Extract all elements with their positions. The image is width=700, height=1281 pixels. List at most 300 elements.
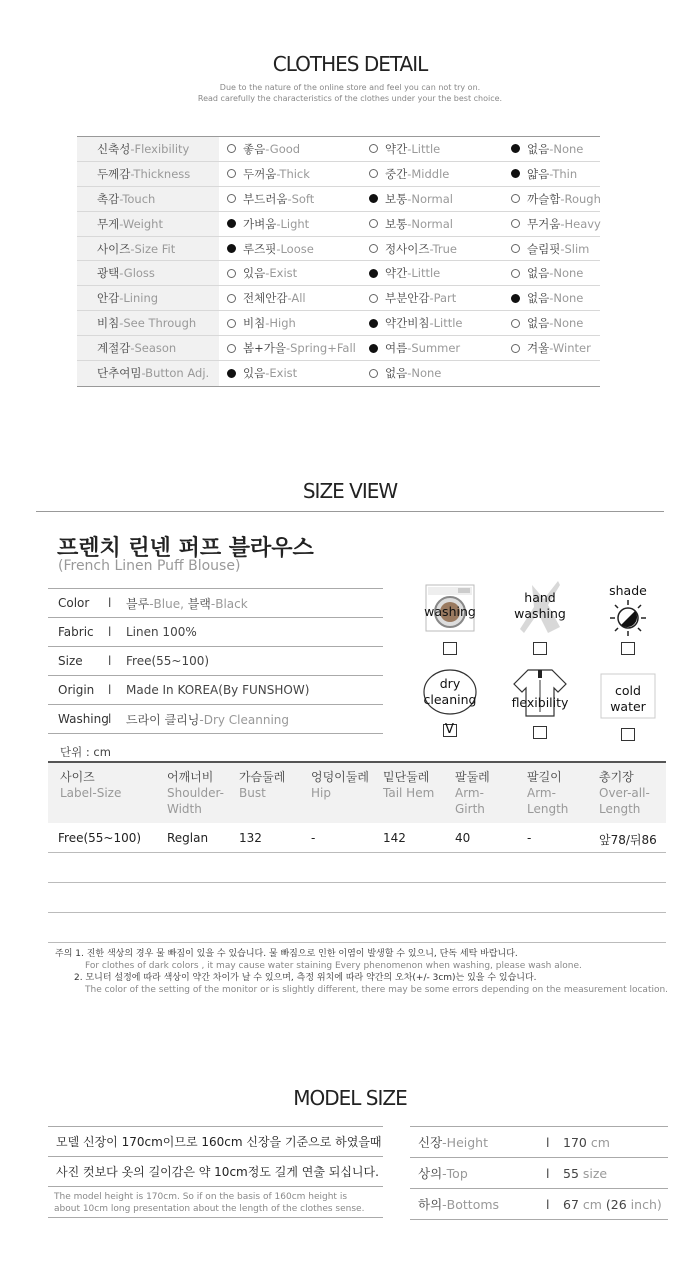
detail-option-en: -None [549,291,584,306]
detail-option [503,216,601,232]
detail-option-en: -Little [407,266,441,281]
detail-option-ko: 없음 [385,366,408,381]
detail-option-ko: 좋음 [243,141,266,156]
radio-filled-icon[interactable] [227,219,236,228]
size-table-empty-row [48,853,666,883]
detail-option [361,315,503,331]
header-en-2: Width [167,802,202,816]
detail-label-en: -Button Adj. [141,366,210,381]
detail-row-label [77,187,219,211]
detail-label-en: -Season [130,341,177,356]
model-stat-ko: 상의 [418,1166,443,1181]
detail-option-en: -Rough [560,191,601,206]
header-ko: 팔둘레 [455,770,490,784]
info-value-en2: -Black [210,596,248,611]
care-label: washing [424,604,476,619]
model-note-1: The model height is 170cm. So if on the basis of 160cm height is [54,1192,348,1202]
info-value [126,654,209,668]
header-en-1: Arm- [527,786,556,800]
model-stat-u1: cm [578,1196,606,1212]
detail-option-en: -None [407,366,442,381]
product-info-table [48,588,383,734]
dry-cleaning-icon [420,668,480,716]
info-separator: l [108,596,112,610]
detail-option-en: -Soft [287,191,315,206]
radio-empty-icon[interactable] [227,269,236,278]
detail-option [219,166,361,182]
detail-option [503,166,598,182]
header-ko: 엉덩이둘레 [311,770,369,784]
info-separator: l [108,654,112,668]
header-ko: 총기장 [599,770,634,784]
shade-checkbox[interactable] [621,642,635,655]
detail-option [503,141,598,157]
size-table [48,761,666,943]
detail-label-ko: 사이즈 [97,241,131,256]
detail-option-ko: 겨울 [527,341,550,356]
note-2: 2. 모니터 설정에 따라 색상이 약간 차이가 날 수 있으며, 측정 위치에 따라 약간의 오차(+/- 3cm)는 있을 수 있습니다. [74,973,537,983]
detail-option-en: -Slim [560,241,590,256]
header-en-2: Length [527,802,569,816]
detail-option [219,315,361,331]
detail-option-ko: 중간 [385,166,408,181]
header-en-1: Bust [239,786,266,800]
detail-option-ko: 약간 [385,266,408,281]
info-row [48,618,383,647]
detail-option-ko: 보통 [385,191,408,206]
detail-option-ko: 전체안감 [243,291,288,306]
model-stat-en: -Bottoms [442,1197,500,1212]
header-ko: 어깨너비 [167,770,214,784]
info-value-en1: -Blue, [149,596,188,611]
info-value-ko1: 드라이 클리닝 [126,712,200,727]
clothes-detail-subtitle-2: Read carefully the characteristics of the clothes under your the best choice. [197,94,503,103]
info-value-ko2: 블랙 [187,596,211,611]
radio-filled-icon[interactable] [511,144,520,153]
detail-option-en: -Heavy [560,216,601,231]
info-row [48,705,383,734]
detail-option-ko: 있음 [243,366,266,381]
model-stat-row [410,1127,668,1158]
detail-option [361,141,503,157]
detail-option [361,241,503,257]
detail-label-en: -Size Fit [130,241,176,256]
detail-label-en: -Lining [119,291,159,306]
radio-empty-icon[interactable] [227,194,236,203]
care-cold-water [598,670,658,741]
header-en-2: Length [599,802,641,816]
detail-option-ko: 루즈핏 [243,241,277,256]
size-view-title: SIZE VIEW [302,479,398,503]
info-key: Origin [58,683,95,697]
size-table-header-cell [167,769,224,817]
detail-option [219,216,361,232]
radio-empty-icon[interactable] [511,269,520,278]
care-label: washing [514,606,566,621]
header-en-1: Shoulder- [167,786,224,800]
clothes-detail-title: CLOTHES DETAIL [272,52,428,76]
dry-cleaning-checkbox[interactable] [443,724,457,737]
model-stat-u2: inch) [626,1196,662,1212]
detail-label-ko: 촉감 [97,191,120,206]
detail-option [361,340,503,356]
detail-row [77,336,600,361]
flexibility-checkbox[interactable] [533,726,547,739]
detail-option-en: -True [429,241,457,256]
detail-row [77,237,600,262]
hand-washing-checkbox[interactable] [533,642,547,655]
care-label: cold [615,683,641,698]
model-stat-en: -Height [442,1135,488,1150]
info-value-ko1: 블루 [126,596,150,611]
detail-row-label [77,212,219,236]
info-value [126,625,197,639]
header-ko: 사이즈 [60,770,95,784]
radio-empty-icon[interactable] [511,319,520,328]
header-ko: 가슴둘레 [239,770,286,784]
size-view-divider [36,511,664,512]
size-table-header-cell [60,769,121,801]
detail-row-label [77,162,219,186]
care-label: flexibility [511,695,569,710]
header-en-1: Hip [311,786,331,800]
detail-label-ko: 무게 [97,216,120,231]
detail-row [77,162,600,187]
washing-machine-icon [420,583,480,639]
detail-option-ko: 부드러움 [243,191,288,206]
detail-option-en: -Good [265,141,301,156]
radio-empty-icon[interactable] [369,144,378,153]
model-size-stats [410,1126,668,1220]
note-1-en: For clothes of dark colors , it may cause water staining Every phenomenon when washing, please wash alone. [85,961,582,971]
detail-option [361,290,503,306]
detail-label-en: -Weight [119,216,163,231]
size-table-header [48,763,666,823]
info-key: Fabric [58,625,94,639]
detail-option-ko: 있음 [243,266,266,281]
size-table-header-cell [311,769,369,801]
radio-filled-icon[interactable] [227,369,236,378]
flexibility-icon [510,666,570,718]
model-stat-separator: l [546,1196,550,1212]
care-label: dry [439,676,461,691]
model-stat-v1: 67 [563,1196,579,1212]
size-table-header-cell [599,769,650,817]
note-1: 주의 1. 진한 색상의 경우 물 빠짐이 있을 수 있습니다. 물 빠짐으로 인한 이염이 발생할 수 있으니, 단독 세탁 바랍니다. [55,949,518,959]
detail-option-ko: 얇음 [527,166,550,181]
detail-option-en: -Little [429,316,463,331]
care-label: cleaning [423,692,477,707]
model-stat-key [410,1133,546,1151]
model-stat-v1: 55 [563,1165,579,1181]
detail-option-ko: 없음 [527,266,550,281]
detail-option [503,191,601,207]
detail-row [77,187,600,212]
detail-label-en: -See Through [119,316,197,331]
care-flexibility [510,666,570,739]
detail-row [77,212,600,237]
detail-option-en: -All [287,291,306,306]
size-table-header-cell [239,769,285,801]
model-note-2: about 10cm long presentation about the length of the clothes sense. [54,1204,365,1214]
info-value-ko1: Linen 100% [126,625,197,639]
info-row [48,676,383,705]
detail-option-en: -Thick [276,166,310,181]
detail-option [361,365,503,381]
header-ko: 팔길이 [527,770,562,784]
detail-label-en: -Touch [119,191,156,206]
model-note [48,1187,383,1218]
radio-empty-icon[interactable] [227,344,236,353]
radio-empty-icon[interactable] [511,344,520,353]
detail-option [503,315,598,331]
detail-option-en: -Winter [549,341,591,356]
product-name: 프렌치 린넨 퍼프 블라우스 [57,536,314,561]
radio-empty-icon[interactable] [511,194,520,203]
detail-option-en: -Exist [265,266,298,281]
detail-option [361,166,503,182]
detail-label-ko: 안감 [97,291,120,306]
detail-option [219,241,361,257]
detail-row [77,311,600,336]
detail-option-en: -Middle [407,166,450,181]
detail-option-en: -None [549,141,584,156]
radio-filled-icon[interactable] [369,319,378,328]
radio-filled-icon[interactable] [369,344,378,353]
detail-option-ko: 보통 [385,216,408,231]
detail-row [77,261,600,286]
detail-option-en: -Summer [407,341,461,356]
model-stat-separator: l [546,1165,550,1181]
size-table-cell: Free(55~100) [58,831,142,845]
info-value-en1: -Dry Cleanning [199,712,290,727]
detail-option [503,265,598,281]
detail-option-ko: 약간비침 [385,316,430,331]
radio-empty-icon[interactable] [227,319,236,328]
info-separator: l [108,683,112,697]
radio-empty-icon[interactable] [369,244,378,253]
header-en-1: Label-Size [60,786,122,800]
info-row [48,589,383,618]
size-table-body [48,823,666,853]
detail-option [219,365,361,381]
hand-wash-icon [510,579,570,639]
size-table-cell: 40 [455,831,471,845]
detail-option-en: -Spring+Fall [285,341,356,356]
model-stat-v2: (26 [605,1196,627,1212]
header-en-1: Tail Hem [383,786,435,800]
detail-row-label [77,137,219,161]
model-stat-key [410,1195,546,1213]
detail-label-ko: 광택 [97,266,120,281]
detail-option-ko: 여름 [385,341,408,356]
detail-option-ko: 무거움 [527,216,561,231]
detail-option-en: -Light [276,216,310,231]
size-table-cell: 앞78/뒤86 [599,833,657,847]
size-table-header-cell [527,769,568,817]
radio-empty-icon[interactable] [227,294,236,303]
detail-row [77,286,600,311]
size-table-header-cell [383,769,434,801]
detail-option-ko: 두꺼움 [243,166,277,181]
clothes-detail-subtitle-1: Due to the nature of the online store and feel you can not try on. [219,83,481,92]
detail-label-ko: 단추여밈 [97,366,142,381]
detail-option [361,191,503,207]
radio-empty-icon[interactable] [369,294,378,303]
radio-filled-icon[interactable] [369,194,378,203]
detail-row-label [77,237,219,261]
info-row [48,647,383,676]
info-value-ko1: Made In KOREA(By FUNSHOW) [126,683,310,697]
radio-filled-icon[interactable] [511,169,520,178]
detail-option-ko: 없음 [527,141,550,156]
detail-option-en: -None [549,316,584,331]
model-stat-row [410,1158,668,1189]
info-separator: l [108,625,112,639]
care-notes [55,948,668,996]
info-key: Color [58,596,90,610]
model-size-title: MODEL SIZE [293,1086,407,1110]
model-line-2: 사진 컷보다 옷의 길이감은 약 10cm정도 길게 연출 되십니다. [48,1157,383,1187]
model-stat-value [563,1135,610,1150]
radio-filled-icon[interactable] [369,269,378,278]
care-dry-cleaning [420,668,480,737]
info-separator: l [108,712,112,726]
detail-option-en: -None [549,266,584,281]
size-table-cell: Reglan [167,831,209,845]
size-table-cell: - [527,831,532,845]
detail-label-en: -Flexibility [130,141,190,156]
model-stat-key [410,1164,546,1182]
detail-option-en: -High [265,316,296,331]
care-label: hand [524,590,556,605]
radio-empty-icon[interactable] [369,219,378,228]
info-key: Washing [58,712,109,726]
care-shade [598,583,658,655]
detail-option-en: -Thin [549,166,578,181]
detail-option [503,241,598,257]
detail-option-ko: 약간 [385,141,408,156]
detail-option-ko: 정사이즈 [385,241,430,256]
detail-option-ko: 까슬함 [527,191,561,206]
info-key: Size [58,654,83,668]
size-table-empty-row [48,913,666,943]
care-label: water [610,699,646,714]
detail-option [219,141,361,157]
size-table-cell: - [311,831,316,845]
info-value-ko1: Free(55~100) [126,654,210,668]
size-table-row [48,823,666,853]
detail-option [219,290,361,306]
model-stat-row [410,1189,668,1220]
model-line-1: 모델 신장이 170cm이므로 160cm 신장을 기준으로 하였을때 [48,1127,383,1157]
size-unit: 단위 : cm [60,745,111,759]
model-stat-u1: size [578,1165,608,1181]
detail-label-ko: 비침 [97,316,120,331]
size-table-cell: 142 [383,831,406,845]
model-stat-v1: 170 [563,1134,587,1150]
info-value [126,595,248,612]
detail-option [503,290,598,306]
detail-option-en: -Loose [276,241,314,256]
detail-option [503,340,598,356]
detail-option-en: -Normal [407,191,453,206]
radio-empty-icon[interactable] [227,144,236,153]
model-stat-en: -Top [442,1166,468,1181]
detail-row-label [77,361,219,386]
detail-row-label [77,336,219,360]
detail-option-en: -Part [429,291,457,306]
detail-row [77,137,600,162]
radio-filled-icon[interactable] [227,244,236,253]
care-hand-wash [510,579,570,655]
detail-label-ko: 신축성 [97,141,131,156]
header-en-1: Over-all- [599,786,650,800]
size-table-empty-row [48,883,666,913]
detail-option [219,191,361,207]
detail-option [361,265,503,281]
detail-label-en: -Thickness [130,166,191,181]
cold-water-icon [598,670,658,720]
header-en-2: Girth [455,802,485,816]
model-stat-ko: 하의 [418,1197,443,1212]
header-en-1: Arm- [455,786,484,800]
model-stat-u1: cm [586,1134,610,1150]
radio-empty-icon[interactable] [227,169,236,178]
detail-option-en: -Exist [265,366,298,381]
detail-option-ko: 슬림핏 [527,241,561,256]
clothes-detail-table [77,136,600,387]
product-name-en: (French Linen Puff Blouse) [58,558,241,574]
cold-water-checkbox[interactable] [621,728,635,741]
info-value [126,711,289,728]
radio-filled-icon[interactable] [511,294,520,303]
detail-label-ko: 두께감 [97,166,131,181]
model-stat-value [563,1197,662,1212]
care-washing [420,583,480,655]
detail-option-ko: 봄+가을 [243,341,286,356]
model-stat-value [563,1166,607,1181]
size-table-header-cell [455,769,490,817]
detail-option-ko: 가벼움 [243,216,277,231]
detail-label-ko: 계절감 [97,341,131,356]
care-label: shade [609,583,647,598]
detail-row-label [77,311,219,335]
radio-empty-icon[interactable] [511,244,520,253]
shade-dry-icon [598,583,658,639]
radio-empty-icon[interactable] [369,369,378,378]
header-ko: 밑단둘레 [383,770,430,784]
note-2-en: The color of the setting of the monitor or is slightly different, there may be some errors depending on the measurement location. [85,985,669,995]
detail-row-label [77,286,219,310]
detail-label-en: -Gloss [119,266,155,281]
detail-row-label [77,261,219,285]
detail-option [219,265,361,281]
detail-option-ko: 비침 [243,316,266,331]
detail-option-ko: 부분안감 [385,291,430,306]
detail-option-ko: 없음 [527,291,550,306]
detail-option-ko: 없음 [527,316,550,331]
detail-option-en: -Little [407,141,441,156]
radio-empty-icon[interactable] [511,219,520,228]
model-stat-separator: l [546,1134,550,1150]
size-table-cell: 132 [239,831,262,845]
model-stat-ko: 신장 [418,1135,443,1150]
radio-empty-icon[interactable] [369,169,378,178]
detail-option [219,340,361,356]
washing-checkbox[interactable] [443,642,457,655]
detail-option [361,216,503,232]
